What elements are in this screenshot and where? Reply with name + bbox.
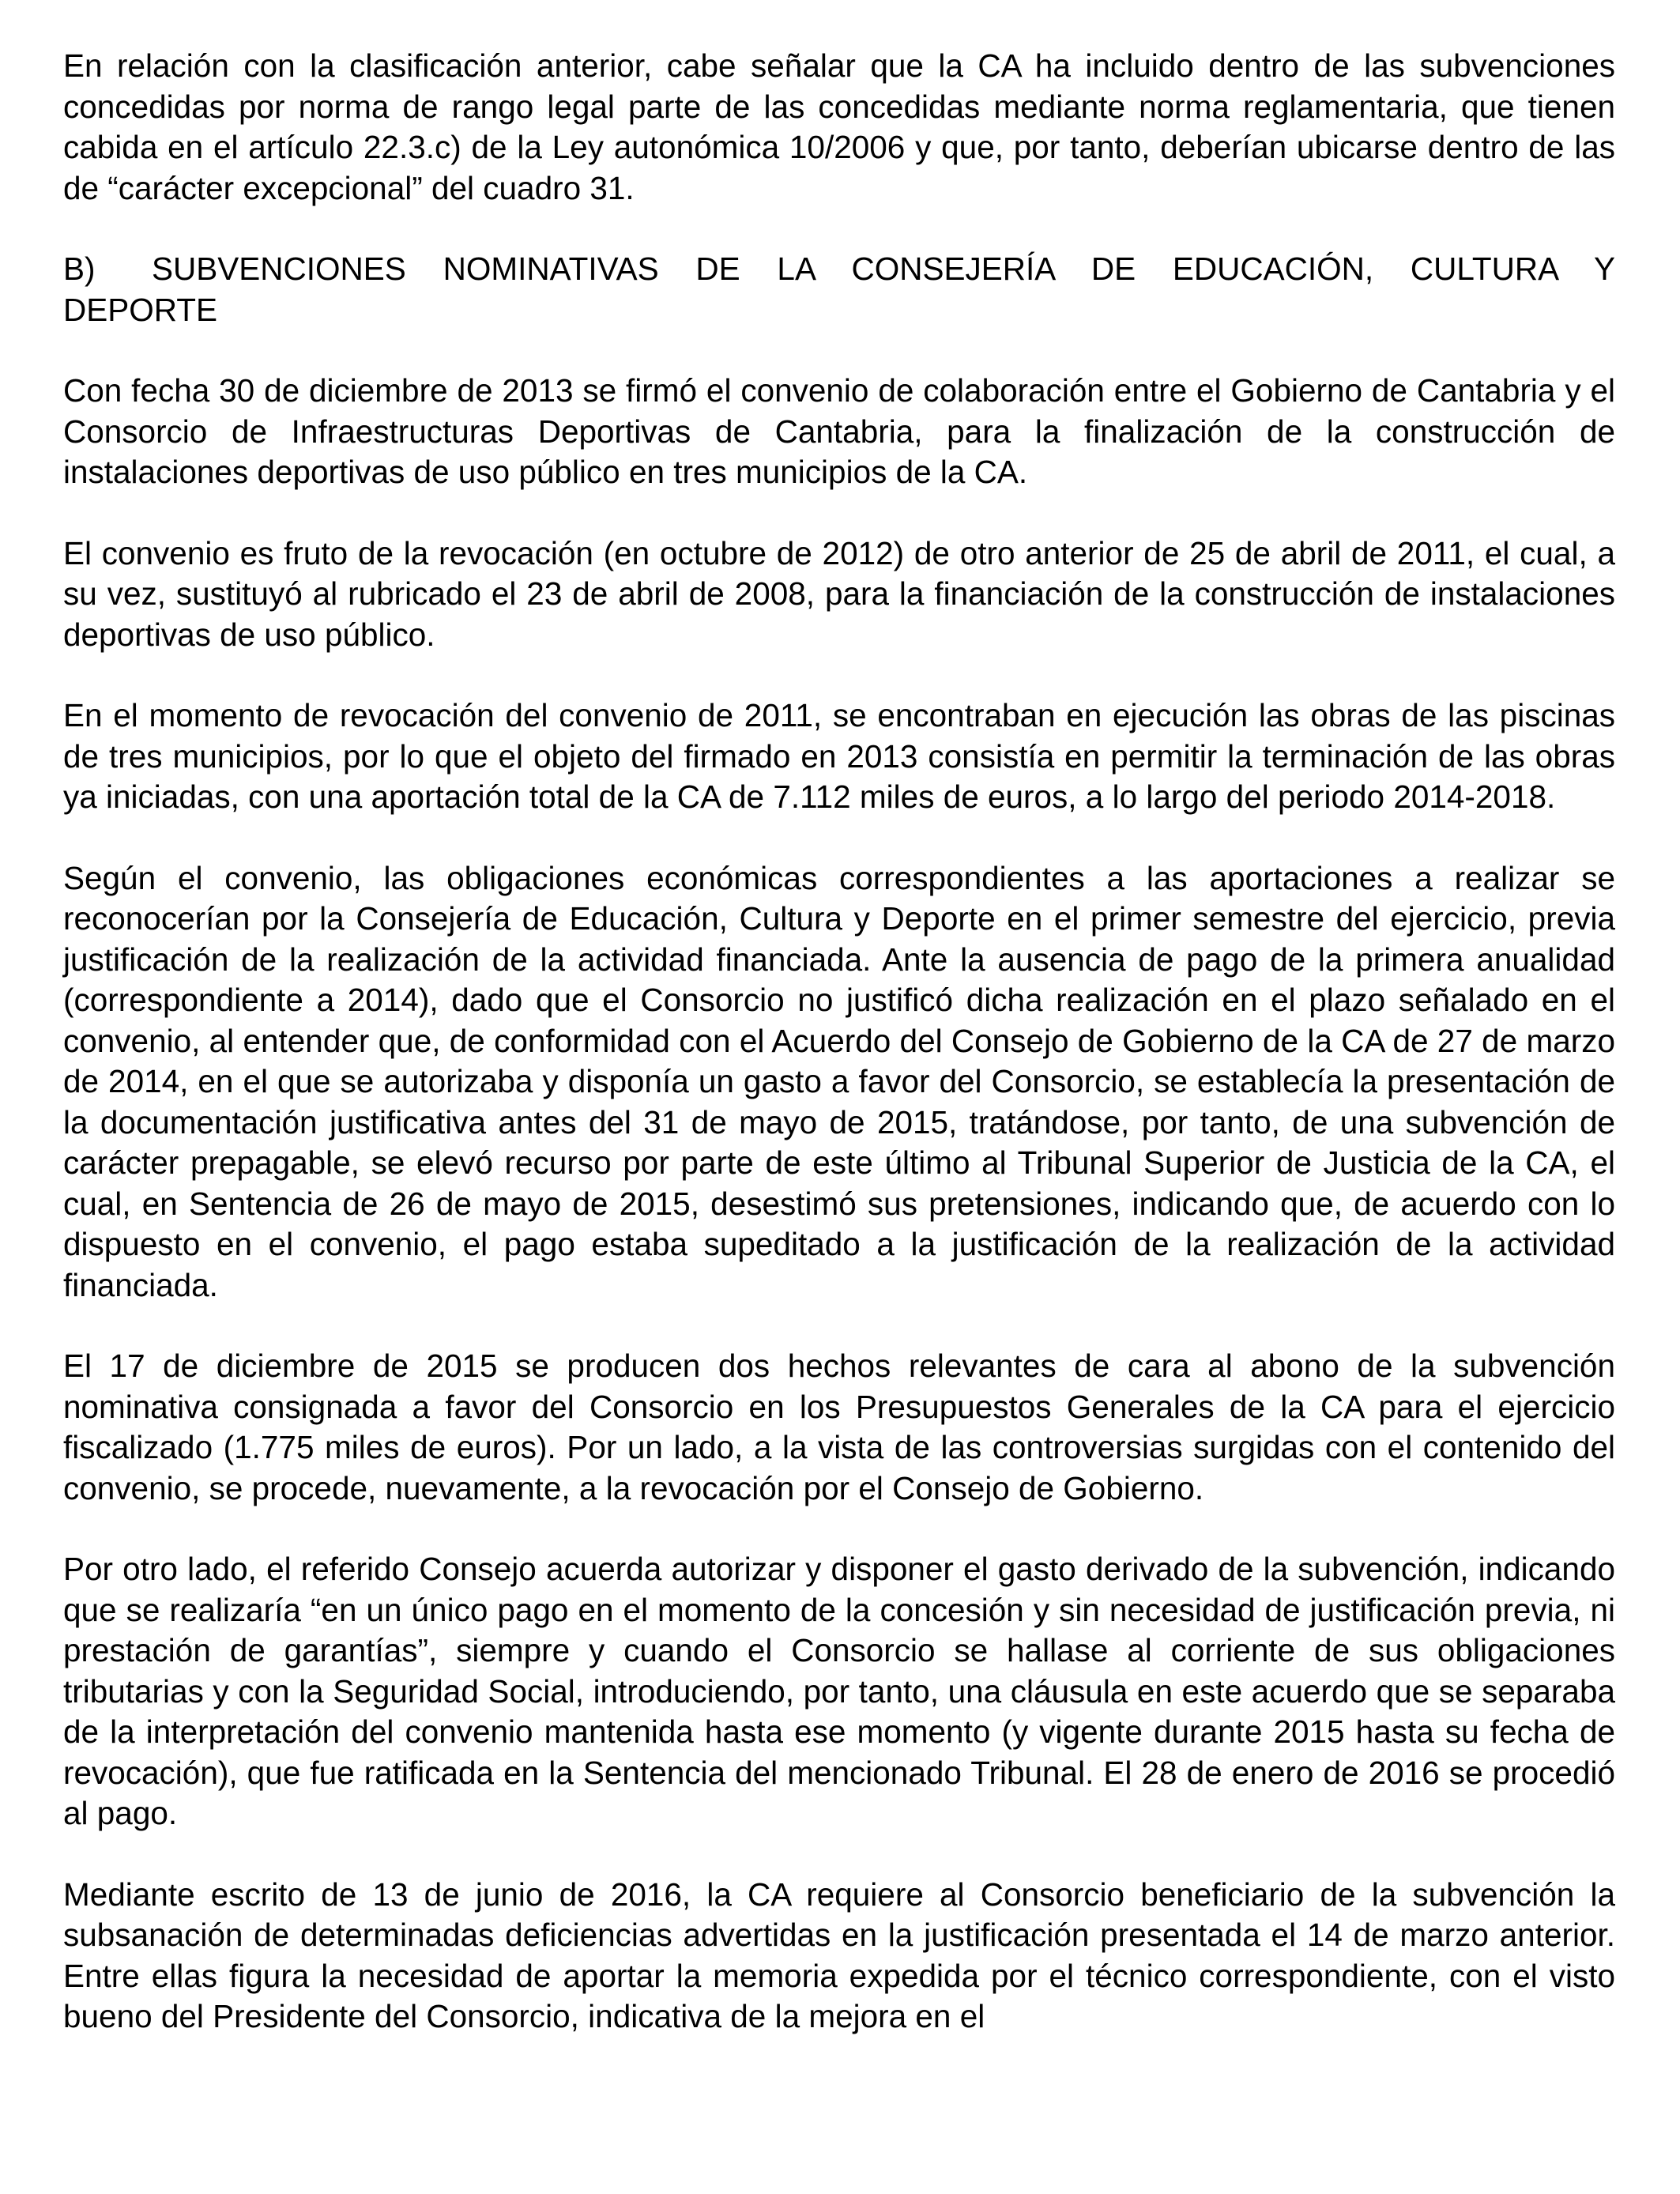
section-heading-title-line2: DEPORTE <box>63 291 218 328</box>
paragraph-hechos-relevantes: El 17 de diciembre de 2015 se producen dos hechos relevantes de cara al abono de la subvención nominativa consignada a favor del Consorcio en los Presupuestos Generales de la CA para el ejercicio fiscalizado (1.775 miles de euros). Por un lado, a la vista de las controversias surgidas con el contenido del convenio, se procede, nuevamente, a la revocación por el Consejo de Gobierno. <box>63 1348 1615 1506</box>
paragraph-consejo-acuerda: Por otro lado, el referido Consejo acuerda autorizar y disponer el gasto derivado de la subvención, indicando que se realizaría “en un único pago en el momento de la concesión y sin necesidad de justificación previa, ni prestación de garantías”, siempre y cuando el Consorcio se hallase al corriente de sus obligaciones tributarias y con la Seguridad Social, introduciendo, por tanto, una cláusula en este acuerdo que se separaba de la interpretación del convenio mantenida hasta ese momento (y vigente durante 2015 hasta su fecha de revocación), que fue ratificada en la Sentencia del mencionado Tribunal. El 28 de enero de 2016 se procedió al pago. <box>63 1551 1615 1831</box>
section-heading-title-line1: SUBVENCIONES NOMINATIVAS DE LA CONSEJERÍA DE EDUCACIÓN, CULTURA Y <box>152 251 1615 287</box>
paragraph-convenio-origen: El convenio es fruto de la revocación (en octubre de 2012) de otro anterior de 25 de abril de 2011, el cual, a su vez, sustituyó al rubricado el 23 de abril de 2008, para la financiación de la construcción de instalaciones deportivas de uso público. <box>63 534 1615 653</box>
section-heading-row <box>63 249 1615 290</box>
section-heading-b <box>63 249 1615 330</box>
paragraph-requerimiento-subsanacion: Mediante escrito de 13 de junio de 2016, la CA requiere al Consorcio beneficiario de la subvención la subsanación de determinadas deficiencias advertidas en la justificación presentada el 14 de marzo anterior. Entre ellas figura la necesidad de aportar la memoria expedida por el técnico correspondiente, con el visto bueno del Presidente del Consorcio, indicativa de la mejora en el <box>63 1875 1615 2034</box>
paragraph-convenio-firma: Con fecha 30 de diciembre de 2013 se firmó el convenio de colaboración entre el Gobierno de Cantabria y el Consorcio de Infraestructuras Deportivas de Cantabria, para la finalización de la construcción de instalaciones deportivas de uso público en tres municipios de la CA. <box>63 372 1615 490</box>
paragraph-classification-note: En relación con la clasificación anterior, cabe señalar que la CA ha incluido dentro de las subvenciones concedidas por norma de rango legal parte de las concedidas mediante norma reglamentaria, que tienen cabida en el artículo 22.3.c) de la Ley autonómica 10/2006 y que, por tanto, deberían ubicarse dentro de las de “carácter excepcional” del cuadro 31. <box>63 47 1615 206</box>
document-page <box>63 46 1615 2078</box>
paragraph-revocacion-2011: En el momento de revocación del convenio de 2011, se encontraban en ejecución las obras de las piscinas de tres municipios, por lo que el objeto del firmado en 2013 consistía en permitir la terminación de las obras ya iniciadas, con una aportación total de la CA de 7.112 miles de euros, a lo largo del periodo 2014-2018. <box>63 697 1615 815</box>
section-heading-marker: B) <box>63 251 96 287</box>
paragraph-obligaciones-economicas: Según el convenio, las obligaciones económicas correspondientes a las aportaciones a realizar se reconocerían por la Consejería de Educación, Cultura y Deporte en el primer semestre del ejercicio, previa justificación de la realización de la actividad financiada. Ante la ausencia de pago de la primera anualidad (correspondiente a 2014), dado que el Consorcio no justificó dicha realización en el plazo señalado en el convenio, al entender que, de conformidad con el Acuerdo del Consejo de Gobierno de la CA de 27 de marzo de 2014, en el que se autorizaba y disponía un gasto a favor del Consorcio, se establecía la presentación de la documentación justificativa antes del 31 de mayo de 2015, tratándose, por tanto, de una subvención de carácter prepagable, se elevó recurso por parte de este último al Tribunal Superior de Justicia de la CA, el cual, en Sentencia de 26 de mayo de 2015, desestimó sus pretensiones, indicando que, de acuerdo con lo dispuesto en el convenio, el pago estaba supeditado a la justificación de la realización de la actividad financiada. <box>63 859 1615 1303</box>
